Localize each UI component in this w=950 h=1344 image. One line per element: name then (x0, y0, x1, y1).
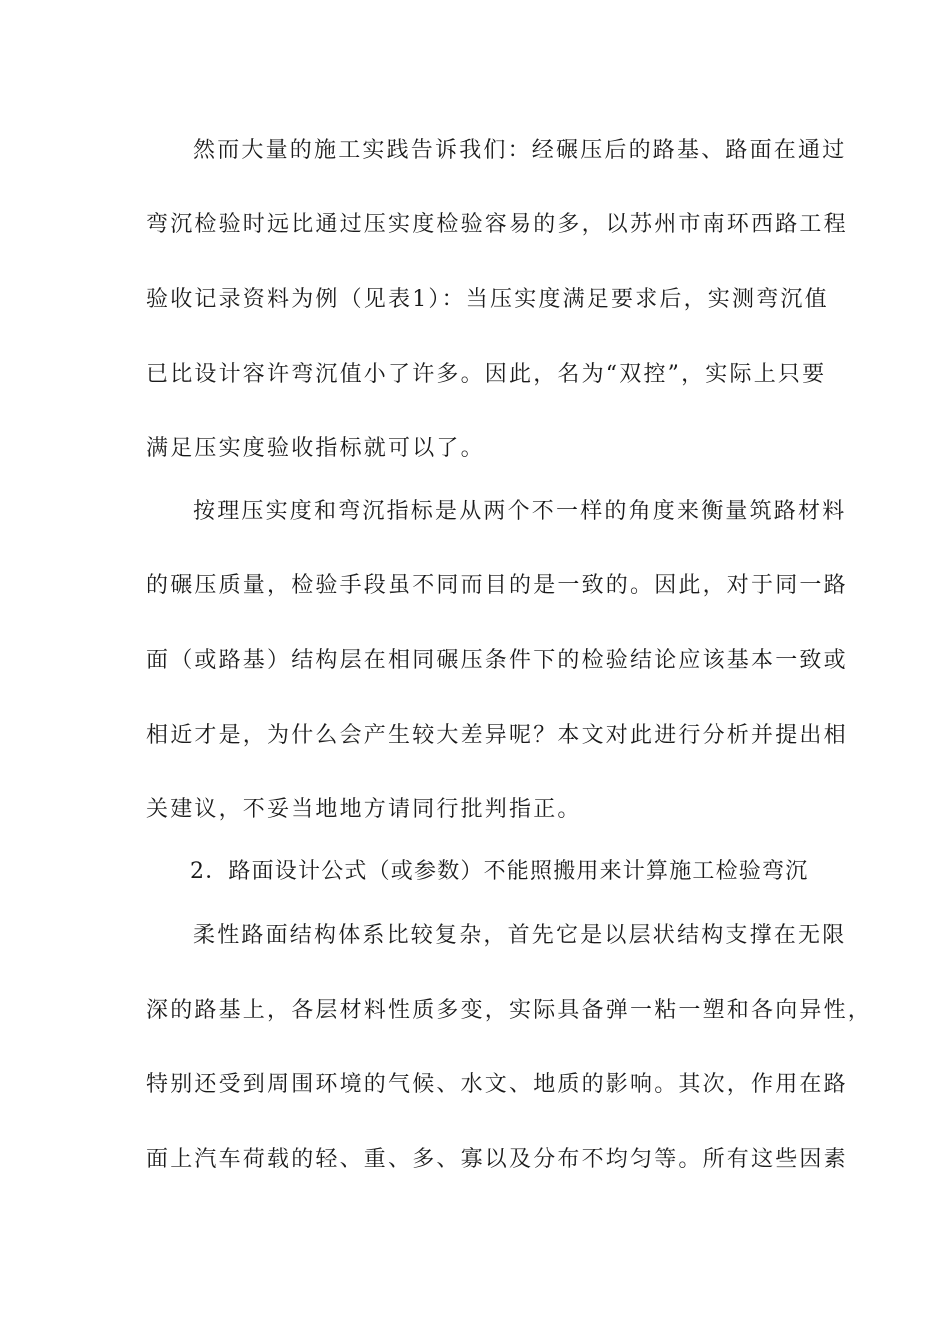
paragraph-3-line-1: 柔性路面结构体系比较复杂，首先它是以层状结构支撑在无限 (193, 923, 847, 948)
paragraph-2-line-2: 的碾压质量，检验手段虽不同而目的是一致的。因此，对于同一路 (146, 573, 848, 598)
paragraph-3-line-3: 特别还受到周围环境的气候、水文、地质的影响。其次，作用在路 (146, 1072, 848, 1097)
paragraph-3-line-4: 面上汽车荷载的轻、重、多、寡以及分布不均匀等。所有这些因素 (146, 1147, 848, 1172)
section-heading: 2．路面设计公式（或参数）不能照搬用来计算施工检验弯沉 (190, 859, 809, 884)
paragraph-1-line-4: 已比设计容许弯沉值小了许多。因此，名为“双控”，实际上只要 (146, 362, 827, 387)
paragraph-1-line-2: 弯沉检验时远比通过压实度检验容易的多，以苏州市南环西路工程 (146, 212, 848, 237)
paragraph-2-line-3: 面（或路基）结构层在相同碾压条件下的检验结论应该基本一致或 (146, 648, 848, 673)
paragraph-3-line-2: 深的路基上，各层材料性质多变，实际具备弹一粘一塑和各向异性， (146, 998, 873, 1023)
paragraph-2-line-1: 按理压实度和弯沉指标是从两个不一样的角度来衡量筑路材料 (193, 499, 847, 524)
paragraph-1-line-3: 验收记录资料为例（见表1）：当压实度满足要求后，实测弯沉值 (146, 287, 829, 312)
paragraph-1-line-5: 满足压实度验收指标就可以了。 (146, 436, 485, 461)
paragraph-2-line-5: 关建议，不妥当地地方请同行批判指正。 (146, 797, 582, 822)
paragraph-1-line-1: 然而大量的施工实践告诉我们：经碾压后的路基、路面在通过 (193, 138, 847, 163)
paragraph-2-line-4: 相近才是，为什么会产生较大差异呢？本文对此进行分析并提出相 (146, 723, 848, 748)
